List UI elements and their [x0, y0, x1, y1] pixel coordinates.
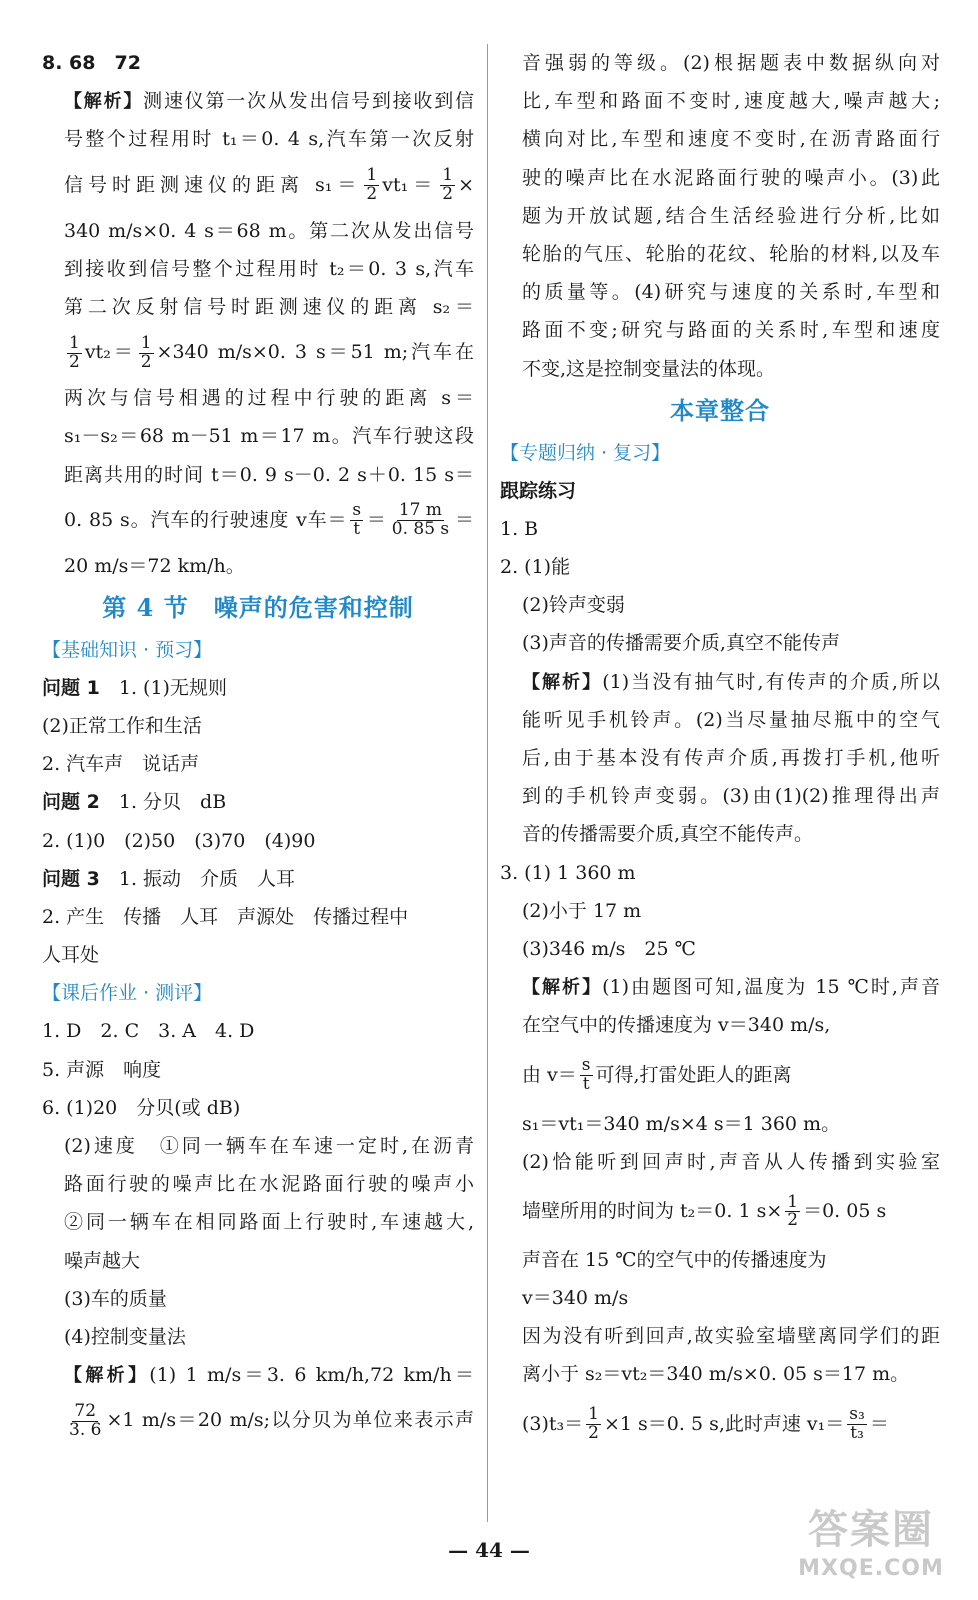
question-3: 问题 3 1. 振动 介质 人耳 — [42, 867, 296, 890]
text-line: 离小于 s₂＝vt₂＝340 m/s×0. 05 s＝17 m。 — [522, 1363, 910, 1386]
basic-knowledge-tag: 【基础知识 · 预习】 — [42, 638, 213, 661]
text-line: 到的手机铃声变弱。(3)由(1)(2)推理得出声 — [522, 785, 940, 808]
text-line: s₁－s₂＝68 m－51 m＝17 m。汽车行驶这段 — [64, 425, 474, 448]
topic-review-tag: 【专题归纳 · 复习】 — [500, 441, 671, 464]
column-divider — [487, 44, 488, 1522]
analysis-tag: 【解析】 — [64, 91, 144, 113]
fraction-s3-over-t3: $\frac{\text{s₃}}{\text{t₃}}$ — [849, 1404, 865, 1444]
fraction-half: $\frac{1}{2}$ — [442, 165, 454, 205]
text-line: 音强弱的等级。(2)根据题表中数据纵向对 — [522, 52, 940, 74]
text-line: 20 m/s＝72 km/h。 — [64, 554, 245, 577]
right-column — [500, 44, 940, 1454]
analysis-line: 【解析】(1)当没有抽气时,有传声的介质,所以 — [522, 670, 940, 693]
text-line: 距离共用的时间 t＝0. 9 s－0. 2 s＋0. 15 s＝ — [64, 463, 474, 486]
fraction-72-over-3.6: $\frac{72}{3. 6}$ — [69, 1400, 102, 1440]
answer-line: 5. 声源 响度 — [42, 1058, 162, 1081]
left-column — [42, 44, 474, 1447]
formula-line: 信号时距测速仪的距离 s₁＝ $\frac{1}{2}$ vt₁＝ $\frac{1}{2}$ × — [64, 165, 474, 205]
formula-line: $\frac{72}{3. 6}$ ×1 m/s＝20 m/s;以分贝为单位来表示声 — [69, 1400, 474, 1440]
answer-line: (4)控制变量法 — [64, 1325, 186, 1348]
watermark-logo — [786, 1506, 956, 1594]
text-line: 340 m/s×0. 4 s＝68 m。第二次从发出信号 — [64, 219, 474, 242]
text-line: s₁＝vt₁＝340 m/s×4 s＝1 360 m。 — [522, 1112, 841, 1135]
answer-line: 3. (1) 1 360 m — [500, 861, 636, 884]
formula-line: 由 v＝ $\frac{s}{t}$ 可得,打雷处距人的距离 — [522, 1055, 792, 1094]
text-line: 轮胎的气压、轮胎的花纹、轮胎的材料,以及车 — [522, 242, 940, 265]
answer-line: ②同一辆车在相同路面上行驶时,车速越大, — [64, 1211, 474, 1234]
text-line: (2)恰能听到回声时,声音从人传播到实验室 — [522, 1150, 940, 1173]
analysis-tag: 【解析】 — [64, 1365, 150, 1387]
answer-line: (2)铃声变弱 — [522, 594, 625, 617]
chapter-title: 本章整合 — [670, 395, 770, 425]
answer-line: 2. (1)0 (2)50 (3)70 (4)90 — [42, 829, 316, 852]
question-1: 问题 1 1. (1)无规则 — [42, 676, 227, 699]
answer-line: (3)声音的传播需要介质,真空不能传声 — [522, 632, 840, 655]
formula-line: (3)t₃＝ $\frac{1}{2}$ ×1 s＝0. 5 s,此时声速 v₁＝ $\frac{\text{s₃}}{\text{t₃}}$ ＝ — [522, 1404, 889, 1444]
answer-line: 路面行驶的噪声比在水泥路面行驶的噪声小 — [64, 1173, 474, 1196]
analysis-line: 【解析】测速仪第一次从发出信号到接收到信 — [64, 90, 474, 113]
fraction-s-over-t: $\frac{s}{t}$ — [352, 500, 362, 540]
fraction-17m: $\frac{17 m}{0. 85 s}$ — [391, 500, 450, 540]
formula-line: 0. 85 s。汽车的行驶速度 v车＝ $\frac{s}{t}$ ＝ $\frac{17 m}{0. 85 s}$ ＝ — [64, 500, 474, 540]
answer-line: 2. 产生 传播 人耳 声源处 传播过程中 — [42, 906, 409, 928]
answer-line: 2. 汽车声 说话声 — [42, 753, 200, 776]
fraction-s-over-t: $\frac{s}{t}$ — [581, 1055, 591, 1094]
answer-8: 8. 68 72 — [42, 52, 141, 74]
text-line: 横向对比,车型和速度不变时,在沥青路面行 — [522, 128, 940, 151]
answer-line: 1. B — [500, 517, 539, 540]
answer-line: 噪声越大 — [64, 1249, 141, 1272]
practice-heading: 跟踪练习 — [500, 479, 577, 502]
answer-line: (2)小于 17 m — [522, 899, 642, 922]
section-title: 第 4 节 噪声的危害和控制 — [102, 592, 414, 622]
watermark-url: MXQE.COM — [798, 1556, 944, 1581]
text-line: 后,由于基本没有传声介质,再拨打手机,他听 — [522, 747, 940, 769]
analysis-tag: 【解析】 — [522, 671, 603, 693]
question-2: 问题 2 1. 分贝 dB — [42, 791, 227, 814]
answer-line: (3)346 m/s 25 ℃ — [522, 937, 696, 960]
fraction-half: $\frac{1}{2}$ — [366, 165, 378, 205]
watermark-text: 答案圈 — [808, 1507, 934, 1553]
text-line: 在空气中的传播速度为 v＝340 m/s, — [522, 1014, 831, 1037]
answer-line: (2)正常工作和生活 — [42, 715, 202, 738]
text-line: 驶的噪声比在水泥路面行驶的噪声小。(3)此 — [522, 166, 940, 189]
text-line: v＝340 m/s — [522, 1287, 629, 1310]
text-line: 因为没有听到回声,故实验室墙壁离同学们的距 — [522, 1325, 940, 1348]
analysis-line: 【解析】(1) 1 m/s＝3. 6 km/h,72 km/h＝ — [64, 1364, 474, 1387]
answer-line: 1. D 2. C 3. A 4. D — [42, 1020, 255, 1043]
formula-line: $\frac{1}{2}$ vt₂＝ $\frac{1}{2}$ ×340 m/s×0. 3 s＝51 m;汽车在 — [69, 332, 474, 372]
fraction-half: $\frac{1}{2}$ — [588, 1404, 599, 1444]
answer-line: 2. (1)能 — [500, 556, 571, 579]
homework-tag: 【课后作业 · 测评】 — [42, 982, 213, 1005]
analysis-line: 【解析】(1)由题图可知,温度为 15 ℃时,声音 — [522, 976, 940, 999]
text-line: 的质量等。(4)研究与速度的关系时,车型和 — [522, 281, 940, 304]
formula-line: 墙壁所用的时间为 t₂＝0. 1 s× $\frac{1}{2}$ ＝0. 05 s — [522, 1191, 887, 1231]
fraction-half: $\frac{1}{2}$ — [140, 332, 152, 372]
text-line: 号整个过程用时 t₁＝0. 4 s,汽车第一次反射 — [64, 128, 474, 151]
text-line: 路面不变;研究与路面的关系时,车型和速度 — [522, 319, 940, 342]
text-line: 第二次反射信号时距测速仪的距离 s₂＝ — [64, 295, 474, 318]
answer-line: (2)速度 ①同一辆车在车速一定时,在沥青 — [64, 1134, 474, 1157]
fraction-half: $\frac{1}{2}$ — [69, 332, 80, 372]
answer-line: 6. (1)20 分贝(或 dB) — [42, 1096, 241, 1119]
answer-line: (3)车的质量 — [64, 1287, 167, 1310]
answer-line: 人耳处 — [42, 944, 100, 967]
text-line: 两次与信号相遇的过程中行驶的距离 s＝ — [64, 387, 474, 410]
page-number: — 44 — — [448, 1538, 530, 1562]
text-line: 声音在 15 ℃的空气中的传播速度为 — [522, 1248, 827, 1271]
fraction-half: $\frac{1}{2}$ — [787, 1191, 799, 1231]
text-line: 题为开放试题,结合生活经验进行分析,比如 — [522, 204, 940, 227]
text-line: 音的传播需要介质,真空不能传声。 — [522, 823, 814, 846]
analysis-tag: 【解析】 — [522, 977, 603, 999]
text-line: 不变,这是控制变量法的体现。 — [522, 357, 776, 380]
text-line: 能听见手机铃声。(2)当尽量抽尽瓶中的空气 — [522, 708, 940, 731]
text-line: 到接收到信号整个过程用时 t₂＝0. 3 s,汽车 — [64, 257, 474, 280]
text-line: 比,车型和路面不变时,速度越大,噪声越大; — [522, 90, 940, 113]
